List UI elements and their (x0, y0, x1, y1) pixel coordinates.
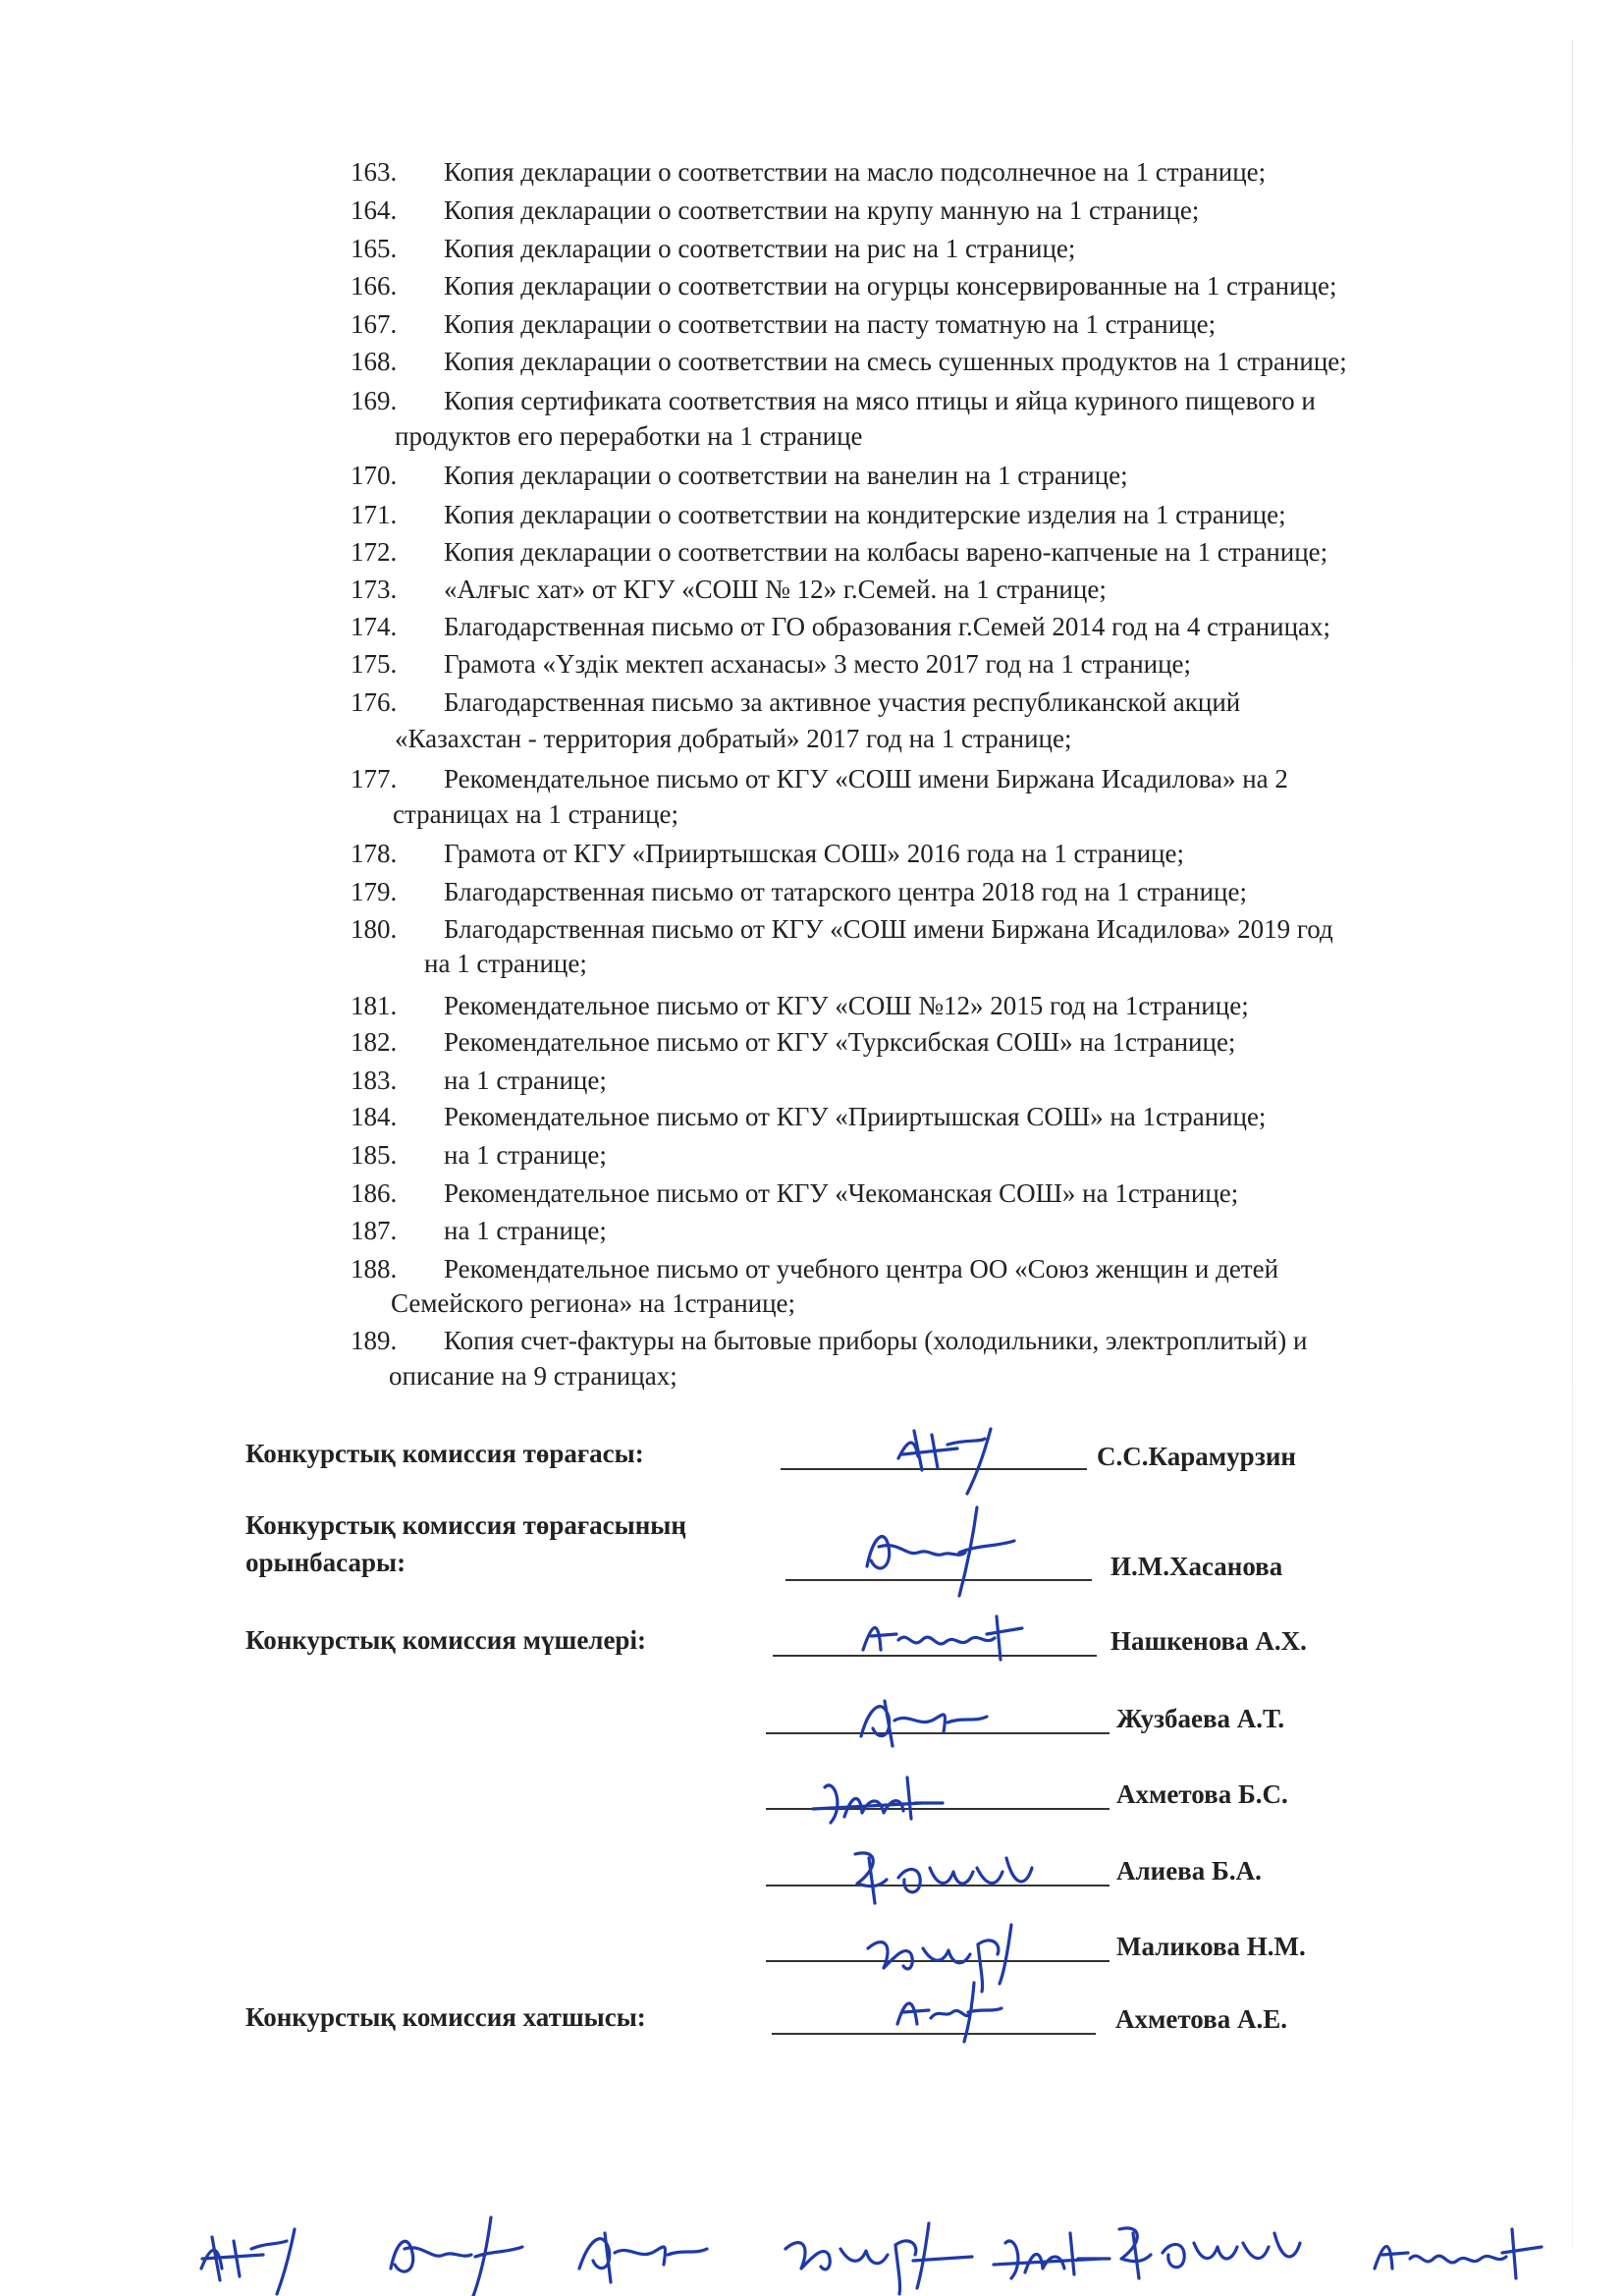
item-number: 182. (351, 1027, 398, 1057)
item-number: 164. (351, 195, 398, 225)
item-text: Грамота от КГУ «Прииртышская СОШ» 2016 года на 1 странице; (444, 839, 1184, 868)
item-text: Копия декларации о соответствии на огурцы консервированные на 1 странице; (444, 271, 1337, 301)
item-text: Благодарственная письмо за активное участия республиканской акций (444, 687, 1241, 717)
item-continuation: «Казахстан - территория добратый» 2017 год на 1 странице; (395, 724, 1072, 753)
item-number: 176. (351, 687, 398, 717)
item-text: Копия сертификата соответствия на мясо птицы и яйца куриного пищевого и (444, 386, 1316, 415)
signature-member-4 (839, 1829, 1056, 1917)
item-text: Рекомендательное письмо от учебного центра ОО «Союз женщин и детей (444, 1254, 1279, 1284)
chair-role: Конкурстық комиссия төрағасы: (245, 1439, 644, 1468)
item-number: 184. (351, 1102, 398, 1131)
item-text: Благодарственная письмо от ГО образования г.Семей 2014 год на 4 страницах; (444, 612, 1331, 641)
item-text: Копия декларации о соответствии на крупу манную на 1 странице; (444, 195, 1200, 225)
item-number: 185. (351, 1140, 398, 1170)
item-text: Копия счет-фактуры на бытовые приборы (холодильники, электроплитый) и (444, 1326, 1308, 1355)
item-text: Рекомендательное письмо от КГУ «СОШ №12» 2015 год на 1странице; (444, 991, 1249, 1020)
item-continuation: продуктов его переработки на 1 странице (395, 421, 863, 451)
item-number: 167. (351, 309, 398, 339)
item-number: 172. (351, 537, 398, 567)
signature-member-3 (805, 1758, 972, 1836)
item-text: «Алғыс хат» от КГУ «СОШ № 12» г.Семей. на 1 странице; (444, 574, 1107, 604)
item-number: 173. (351, 574, 398, 604)
item-number: 177. (351, 764, 398, 793)
item-number: 181. (351, 991, 398, 1020)
item-number: 180. (351, 914, 398, 944)
item-number: 171. (351, 500, 398, 529)
deputy-name: И.М.Хасанова (1110, 1552, 1283, 1581)
item-number: 186. (351, 1178, 398, 1208)
item-number: 188. (351, 1254, 398, 1284)
item-text: Грамота «Үздік мектеп асханасы» 3 место 2017 год на 1 странице; (444, 649, 1192, 679)
item-number: 165. (351, 234, 398, 263)
item-number: 183. (351, 1066, 398, 1095)
item-number: 166. (351, 271, 398, 301)
deputy-role-line1: Конкурстық комиссия төрағасының (245, 1510, 686, 1540)
member-name: Нашкенова А.Х. (1110, 1626, 1307, 1656)
item-number: 168. (351, 347, 398, 376)
item-number: 169. (351, 386, 398, 415)
signature-deputy (849, 1498, 1046, 1606)
item-continuation: описание на 9 страницах; (389, 1361, 677, 1391)
item-number: 163. (351, 157, 398, 187)
item-text: Копия декларации о соответствии на смесь сушенных продуктов на 1 странице; (444, 347, 1347, 376)
signature-chair (889, 1409, 1046, 1498)
member-name: Маликова Н.М. (1116, 1932, 1306, 1961)
member-name: Ахметова Б.С. (1116, 1779, 1288, 1809)
member-name: Жузбаева А.Т. (1116, 1704, 1285, 1733)
item-number: 179. (351, 877, 398, 906)
scan-page-edge (1572, 39, 1573, 2249)
item-text: Благодарственная письмо от татарского центра 2018 год на 1 странице; (444, 877, 1247, 906)
item-continuation: на 1 странице; (424, 949, 587, 978)
item-text: Копия декларации о соответствии на рис на 1 странице; (444, 234, 1076, 263)
item-text: на 1 странице; (444, 1066, 607, 1095)
item-text: на 1 странице; (444, 1216, 607, 1245)
secretary-role: Конкурстық комиссия хатшысы: (245, 2002, 646, 2032)
item-text: на 1 странице; (444, 1140, 607, 1170)
deputy-role-line2: орынбасары: (245, 1548, 406, 1577)
item-number: 170. (351, 461, 398, 490)
secretary-name: Ахметова А.Е. (1115, 2004, 1287, 2034)
item-text: Копия декларации о соответствии на ванелин на 1 странице; (444, 461, 1128, 490)
item-text: Рекомендательное письмо от КГУ «СОШ имени Биржана Исадилова» на 2 (444, 764, 1288, 793)
item-text: Копия декларации о соответствии на кондитерские изделия на 1 странице; (444, 500, 1286, 529)
item-text: Рекомендательное письмо от КГУ «Чекоманская СОШ» на 1странице; (444, 1178, 1239, 1208)
item-number: 174. (351, 612, 398, 641)
item-number: 175. (351, 649, 398, 679)
signature-member-1 (849, 1601, 1046, 1669)
item-number: 187. (351, 1216, 398, 1245)
members-role: Конкурстық комиссия мүшелері: (245, 1625, 646, 1655)
item-text: Рекомендательное письмо от КГУ «Турксибская СОШ» на 1странице; (444, 1027, 1236, 1057)
page-initials-row (0, 2200, 1624, 2296)
member-name: Алиева Б.А. (1116, 1856, 1262, 1886)
item-text: Копия декларации о соответствии на масло подсолнечное на 1 странице; (444, 157, 1267, 187)
item-text: Копия декларации о соответствии на колбасы варено-капченые на 1 странице; (444, 537, 1328, 567)
item-number: 178. (351, 839, 398, 868)
item-number: 189. (351, 1326, 398, 1355)
item-text: Копия декларации о соответствии на пасту томатную на 1 странице; (444, 309, 1217, 339)
signature-secretary (884, 1969, 1031, 2048)
chair-name: С.С.Карамурзин (1097, 1442, 1296, 1471)
signature-member-2 (849, 1677, 1006, 1756)
item-continuation: страницах на 1 странице; (393, 799, 679, 829)
item-text: Благодарственная письмо от КГУ «СОШ имени Биржана Исадилова» 2019 год (444, 914, 1333, 944)
item-continuation: Семейского региона» на 1странице; (391, 1288, 796, 1318)
item-text: Рекомендательное письмо от КГУ «Прииртышская СОШ» на 1странице; (444, 1102, 1267, 1131)
